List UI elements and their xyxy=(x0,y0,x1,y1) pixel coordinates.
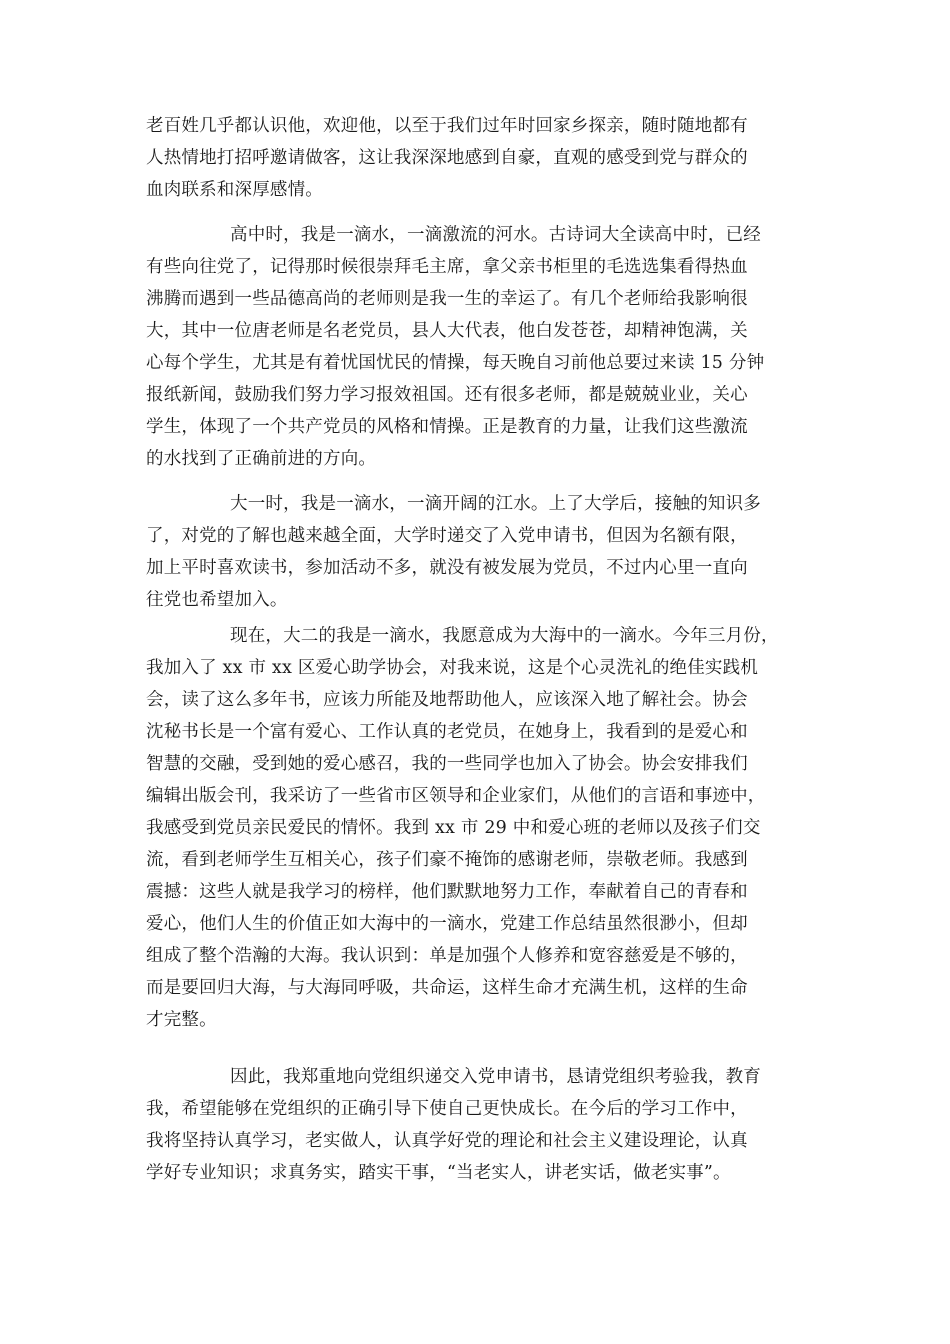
text-line: 会，读了这么多年书，应该力所能及地帮助他人，应该深入地了解社会。协会 xyxy=(146,690,748,710)
paragraph-2 xyxy=(146,219,806,475)
text-line: 现在，大二的我是一滴水，我愿意成为大海中的一滴水。今年三月份， xyxy=(230,626,779,646)
text-line: 有些向往党了，记得那时候很崇拜毛主席，拿父亲书柜里的毛选选集看得热血 xyxy=(146,257,748,277)
text-line: 智慧的交融，受到她的爱心感召，我的一些同学也加入了协会。协会安排我们 xyxy=(146,754,748,774)
text-line: 大，其中一位唐老师是名老党员，县人大代表，他白发苍苍，却精神饱满，关 xyxy=(146,321,748,341)
text-line: 高中时，我是一滴水，一滴激流的河水。古诗词大全读高中时，已经 xyxy=(230,225,761,245)
text-line: 我，希望能够在党组织的正确引导下使自己更快成长。在今后的学习工作中， xyxy=(146,1099,748,1119)
text-line: 心每个学生，尤其是有着忧国忧民的情操，每天晚自习前他总要过来读 15 分钟 xyxy=(146,353,765,373)
text-line: 流，看到老师学生互相关心，孩子们豪不掩饰的感谢老师，崇敬老师。我感到 xyxy=(146,850,748,870)
text-line: 我将坚持认真学习，老实做人，认真学好党的理论和社会主义建设理论，认真 xyxy=(146,1131,748,1151)
paragraph-5 xyxy=(146,1061,806,1189)
text-line: 才完整。 xyxy=(146,1010,217,1030)
text-line: 老百姓几乎都认识他，欢迎他，以至于我们过年时回家乡探亲，随时随地都有 xyxy=(146,116,748,136)
text-line: 人热情地打招呼邀请做客，这让我深深地感到自豪，直观的感受到党与群众的 xyxy=(146,148,748,168)
text-line: 编辑出版会刊，我采访了一些省市区领导和企业家们，从他们的言语和事迹中， xyxy=(146,786,766,806)
paragraph-3 xyxy=(146,488,806,616)
text-line: 往党也希望加入。 xyxy=(146,590,288,610)
text-line: 因此，我郑重地向党组织递交入党申请书，恳请党组织考验我，教育 xyxy=(230,1067,761,1087)
text-line: 我加入了 xx 市 xx 区爱心助学协会，对我来说，这是个心灵洗礼的绝佳实践机 xyxy=(146,658,759,678)
text-line: 我感受到党员亲民爱民的情怀。我到 xx 市 29 中和爱心班的老师以及孩子们交 xyxy=(146,818,761,838)
text-line: 的水找到了正确前进的方向。 xyxy=(146,449,377,469)
text-line: 沈秘书长是一个富有爱心、工作认真的老党员，在她身上，我看到的是爱心和 xyxy=(146,722,748,742)
text-line: 报纸新闻，鼓励我们努力学习报效祖国。还有很多老师，都是兢兢业业，关心 xyxy=(146,385,748,405)
text-line: 沸腾而遇到一些品德高尚的老师则是我一生的幸运了。有几个老师给我影响很 xyxy=(146,289,748,309)
text-line: 组成了整个浩瀚的大海。我认识到：单是加强个人修养和宽容慈爱是不够的， xyxy=(146,946,748,966)
paragraph-1 xyxy=(146,110,806,206)
text-line: 震撼：这些人就是我学习的榜样，他们默默地努力工作，奉献着自己的青春和 xyxy=(146,882,748,902)
text-line: 加上平时喜欢读书，参加活动不多，就没有被发展为党员，不过内心里一直向 xyxy=(146,558,748,578)
text-line: 血肉联系和深厚感情。 xyxy=(146,180,323,200)
paragraph-4 xyxy=(146,620,806,1036)
text-line: 而是要回归大海，与大海同呼吸，共命运，这样生命才充满生机，这样的生命 xyxy=(146,978,748,998)
text-line: 爱心，他们人生的价值正如大海中的一滴水，党建工作总结虽然很渺小，但却 xyxy=(146,914,748,934)
text-line: 大一时，我是一滴水，一滴开阔的江水。上了大学后，接触的知识多 xyxy=(230,494,761,514)
text-line: 学生，体现了一个共产党员的风格和情操。正是教育的力量，让我们这些激流 xyxy=(146,417,748,437)
text-line: 了，对党的了解也越来越全面，大学时递交了入党申请书，但因为名额有限， xyxy=(146,526,748,546)
text-line: 学好专业知识；求真务实，踏实干事，“当老实人，讲老实话，做老实事”。 xyxy=(146,1163,731,1183)
